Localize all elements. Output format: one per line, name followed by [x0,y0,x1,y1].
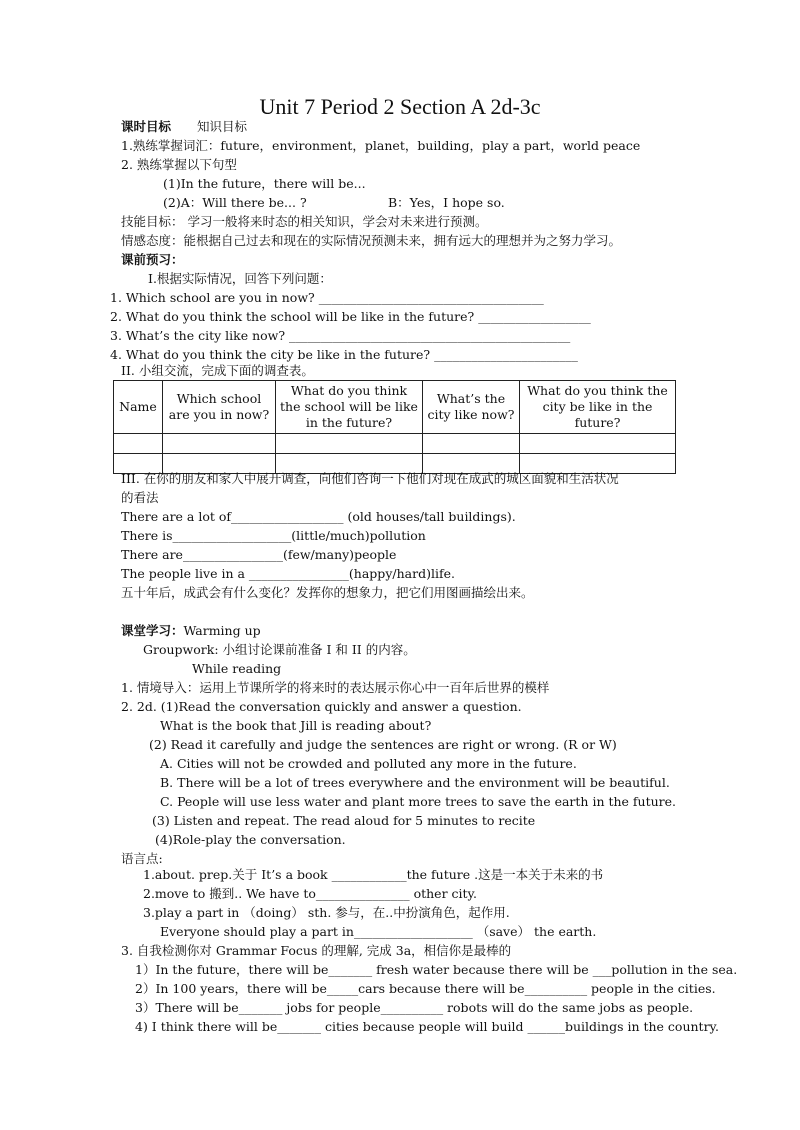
option-c: C. People will use less water and plant more trees to save the earth in the future. [160,794,677,809]
draw-instruction: 五十年后，成武会有什么变化？发挥你的想象力，把它们用图画描绘出来。 [121,585,534,600]
vocab-line: 1.熟练掌握词汇：future，environment，planet，building，play a part，world peace [121,138,641,153]
while-reading: While reading [192,661,282,676]
grammar-q4: 4) I think there will be_______ cities because people will build ______buildings in the country. [135,1019,719,1034]
preview-part3-cont: 的看法 [121,490,159,505]
col-name: Name [114,381,163,434]
col-city-now: What’s the city like now? [423,381,520,434]
item-2-part3: (3) Listen and repeat. The read aloud for 5 minutes to recite [152,813,536,828]
col-school-future: What do you think the school will be like in the future? [276,381,423,434]
table-cell[interactable] [276,434,423,454]
skill-objective: 技能目标： 学习一般将来时态的相关知识，学会对未来进行预测。 [121,214,488,229]
table-cell[interactable] [114,434,163,454]
item-2: 2. 2d. (1)Read the conversation quickly and answer a question. [121,699,522,714]
survey-sentence-4: The people live in a ________________(happy/hard)life. [121,566,455,581]
preview-part3: III. 在你的朋友和家人中展开调查，向他们咨询一下他们对现在成武的城区面貌和生活状况 [121,471,619,486]
language-point-3: 3.play a part in （doing） sth. 参与，在..中扮演角色，起作用. [143,905,510,920]
option-b: B. There will be a lot of trees everywhere and the environment will be beautiful. [160,775,670,790]
pattern-2b: B：Yes，I hope so. [388,195,505,210]
preview-part1: I.根据实际情况，回答下列问题： [148,271,332,286]
question-4: 4. What do you think the city be like in the future? _______________________ [110,347,578,362]
language-point-1: 1.about. prep.关于 It’s a book ____________the future .这是一本关于未来的书 [143,867,604,882]
item-1: 1. 情境导入：运用上节课所学的将来时的表达展示你心中一百年后世界的模样 [121,680,550,695]
pattern-2a: (2)A：Will there be... ? [163,195,307,210]
patterns-intro: 2. 熟练掌握以下句型 [121,157,237,172]
warming-up: Warming up [183,623,261,638]
item-3: 3. 自我检测你对 Grammar Focus 的理解, 完成 3a，相信你是最棒的 [121,943,512,958]
survey-header-row [114,381,676,434]
grammar-q3: 3）There will be_______ jobs for people__________ robots will do the same jobs as people. [135,1000,694,1015]
table-row [114,434,676,454]
survey-sentence-3: There are________________(few/many)people [121,547,397,562]
option-a: A. Cities will not be crowded and polluted any more in the future. [160,756,577,771]
preview-heading: 课前预习： [121,252,184,267]
knowledge-objective-label: 知识目标 [196,119,247,134]
groupwork: Groupwork: 小组讨论课前准备 I 和 II 的内容。 [143,642,416,657]
classroom-heading-line [121,622,261,640]
page-title: Unit 7 Period 2 Section A 2d-3c [259,94,541,119]
objectives-heading-line [121,118,247,136]
table-cell[interactable] [163,434,276,454]
language-points-heading: 语言点: [121,851,163,866]
pattern-1: (1)In the future，there will be... [163,176,366,191]
question-1: 1. Which school are you in now? ____________________________________ [110,290,544,305]
survey-sentence-2: There is___________________(little/much)pollution [121,528,426,543]
item-2-part2: (2) Read it carefully and judge the sentences are right or wrong. (R or W) [149,737,617,752]
col-school-now: Which school are you in now? [163,381,276,434]
table-cell[interactable] [520,434,676,454]
col-city-future: What do you think the city be like in the future? [520,381,676,434]
grammar-q1: 1）In the future，there will be_______ fresh water because there will be ___pollution in the sea. [135,962,738,977]
grammar-q2: 2）In 100 years，there will be_____cars because there will be__________ people in the cities. [135,981,716,996]
preview-part2: II. 小组交流，完成下面的调查表。 [121,363,314,378]
item-2-part4: (4)Role-play the conversation. [155,832,346,847]
item-2-question: What is the book that Jill is reading about? [160,718,432,733]
table-cell[interactable] [423,434,520,454]
classroom-heading: 课堂学习： [121,623,184,638]
objectives-heading: 课时目标 [121,119,172,134]
question-2: 2. What do you think the school will be like in the future? __________________ [110,309,591,324]
language-point-3-example: Everyone should play a part in___________________ （save） the earth. [160,924,597,939]
language-point-2: 2.move to 搬到.. We have to_______________ other city. [143,886,477,901]
survey-sentence-1: There are a lot of__________________ (old houses/tall buildings). [121,509,516,524]
question-3: 3. What’s the city like now? _____________________________________________ [110,328,571,343]
survey-table [113,380,676,474]
emotion-objective: 情感态度：能根据自己过去和现在的实际情况预测未来，拥有远大的理想并为之努力学习。 [121,233,622,248]
